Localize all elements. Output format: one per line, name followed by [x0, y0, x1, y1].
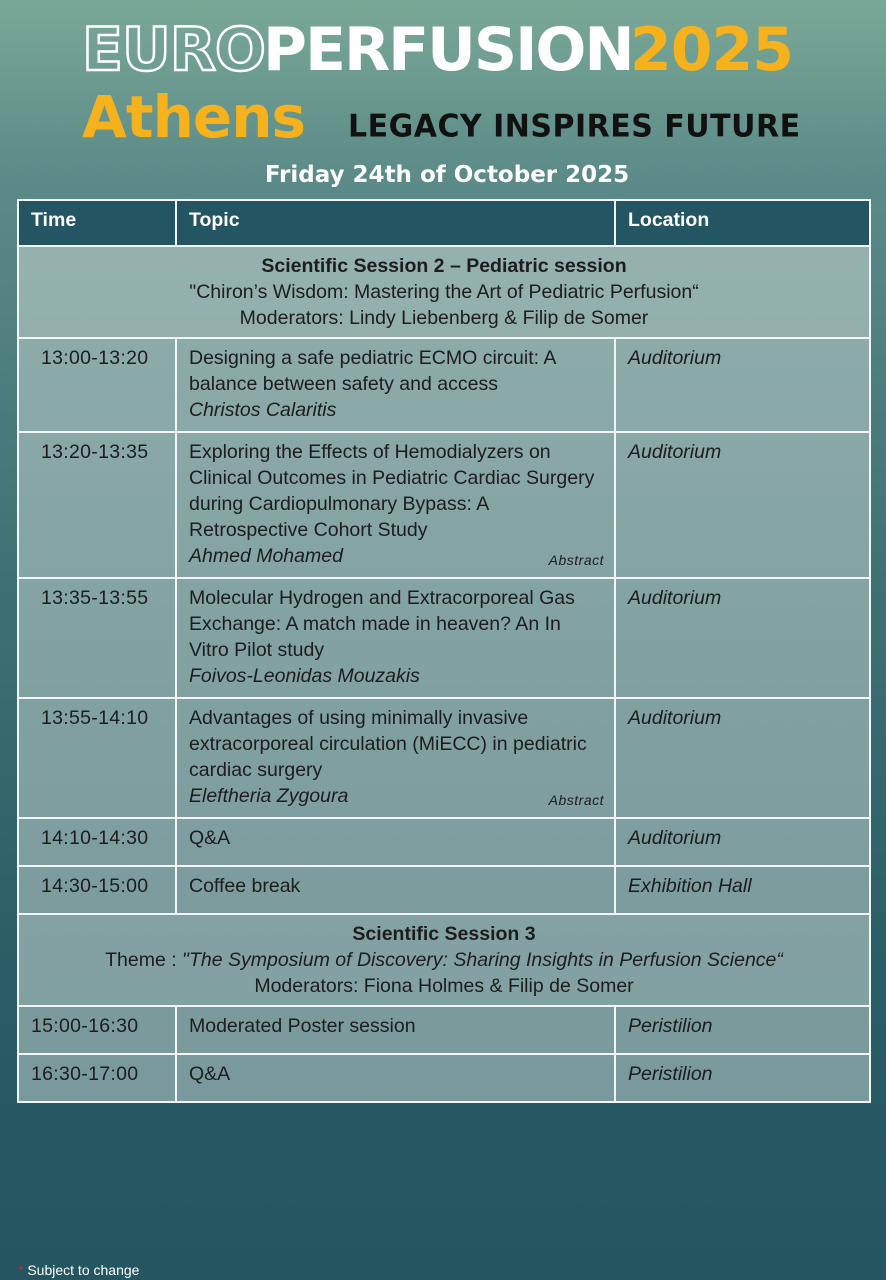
table-row: [18, 866, 870, 914]
talk-title: Designing a safe pediatric ECMO circuit: A balance between safety and access: [189, 347, 556, 395]
table-row: [18, 338, 870, 432]
time-cell: 14:30-15:00: [18, 866, 176, 914]
location-cell: Auditorium: [615, 578, 870, 698]
table-row: [18, 578, 870, 698]
time-cell: 13:55-14:10: [18, 698, 176, 818]
talk-title: Exploring the Effects of Hemodialyzers on Clinical Outcomes in Pediatric Cardiac Surgery during Cardiopulmonary Bypass: A Retrospective Cohort Study: [189, 441, 595, 541]
session-header-cell: [18, 246, 870, 338]
logo-euro-text: EURO: [82, 15, 265, 85]
column-header-time: Time: [18, 200, 176, 246]
talk-title: Molecular Hydrogen and Extracorporeal Gas Exchange: A match made in heaven? An In Vitro Pilot study: [189, 587, 575, 661]
location-cell: Peristilion: [615, 1006, 870, 1054]
schedule-table: [17, 199, 871, 1103]
topic-cell: [176, 432, 615, 578]
table-row: [18, 698, 870, 818]
logo-year-text: 2025: [630, 15, 793, 85]
table-row: [18, 818, 870, 866]
time-cell: 13:00-13:20: [18, 338, 176, 432]
page-header: [0, 0, 886, 200]
time-cell: 15:00-16:30: [18, 1006, 176, 1054]
topic-cell: Moderated Poster session: [176, 1006, 615, 1054]
location-cell: Peristilion: [615, 1054, 870, 1102]
talk-title: Advantages of using minimally invasive extracorporeal circulation (MiECC) in pediatric cardiac surgery: [189, 707, 587, 781]
topic-cell: [176, 338, 615, 432]
column-header-location: Location: [615, 200, 870, 246]
time-cell: 13:20-13:35: [18, 432, 176, 578]
session-theme-text: "The Symposium of Discovery: Sharing Insights in Perfusion Science“: [182, 949, 783, 971]
session-theme-prefix: Theme :: [105, 949, 183, 971]
topic-cell: Coffee break: [176, 866, 615, 914]
time-cell: 13:35-13:55: [18, 578, 176, 698]
column-header-topic: Topic: [176, 200, 615, 246]
session-subtitle: "Chiron’s Wisdom: Mastering the Art of Pediatric Perfusion“: [189, 281, 699, 303]
speaker-name: Ahmed Mohamed: [189, 545, 343, 567]
topic-cell: Q&A: [176, 818, 615, 866]
logo-perfusion-text: PERFUSION: [263, 15, 633, 85]
table-row: [18, 432, 870, 578]
event-tagline: LEGACY INSPIRES FUTURE: [348, 108, 801, 145]
table-header-row: [18, 200, 870, 246]
location-cell: Auditorium: [615, 338, 870, 432]
footnote-star: *: [18, 1262, 24, 1278]
topic-cell: Q&A: [176, 1054, 615, 1102]
session-title: Scientific Session 2 – Pediatric session: [261, 255, 627, 277]
speaker-name: Christos Calaritis: [189, 399, 337, 421]
session-moderators: Moderators: Lindy Liebenberg & Filip de Somer: [239, 307, 649, 329]
time-cell: 14:10-14:30: [18, 818, 176, 866]
session-header-row: [18, 914, 870, 1006]
abstract-tag: Abstract: [548, 552, 604, 568]
abstract-tag: Abstract: [548, 792, 604, 808]
event-city: Athens: [82, 83, 306, 151]
event-date: Friday 24th of October 2025: [264, 162, 630, 188]
speaker-name: Eleftheria Zygoura: [189, 785, 349, 807]
table-row: [18, 1006, 870, 1054]
footnote: [18, 1262, 139, 1278]
time-cell: 16:30-17:00: [18, 1054, 176, 1102]
location-cell: Auditorium: [615, 698, 870, 818]
location-cell: Auditorium: [615, 818, 870, 866]
session-theme: [31, 947, 857, 973]
footnote-text: Subject to change: [23, 1262, 140, 1278]
event-logo: [82, 15, 802, 85]
table-row: [18, 1054, 870, 1102]
location-cell: Auditorium: [615, 432, 870, 578]
speaker-name: Foivos-Leonidas Mouzakis: [189, 665, 420, 687]
location-cell: Exhibition Hall: [615, 866, 870, 914]
session-moderators: Moderators: Fiona Holmes & Filip de Somer: [254, 975, 634, 997]
session-header-cell: [18, 914, 870, 1006]
session-title: Scientific Session 3: [352, 923, 536, 945]
topic-cell: [176, 578, 615, 698]
session-header-row: [18, 246, 870, 338]
topic-cell: [176, 698, 615, 818]
